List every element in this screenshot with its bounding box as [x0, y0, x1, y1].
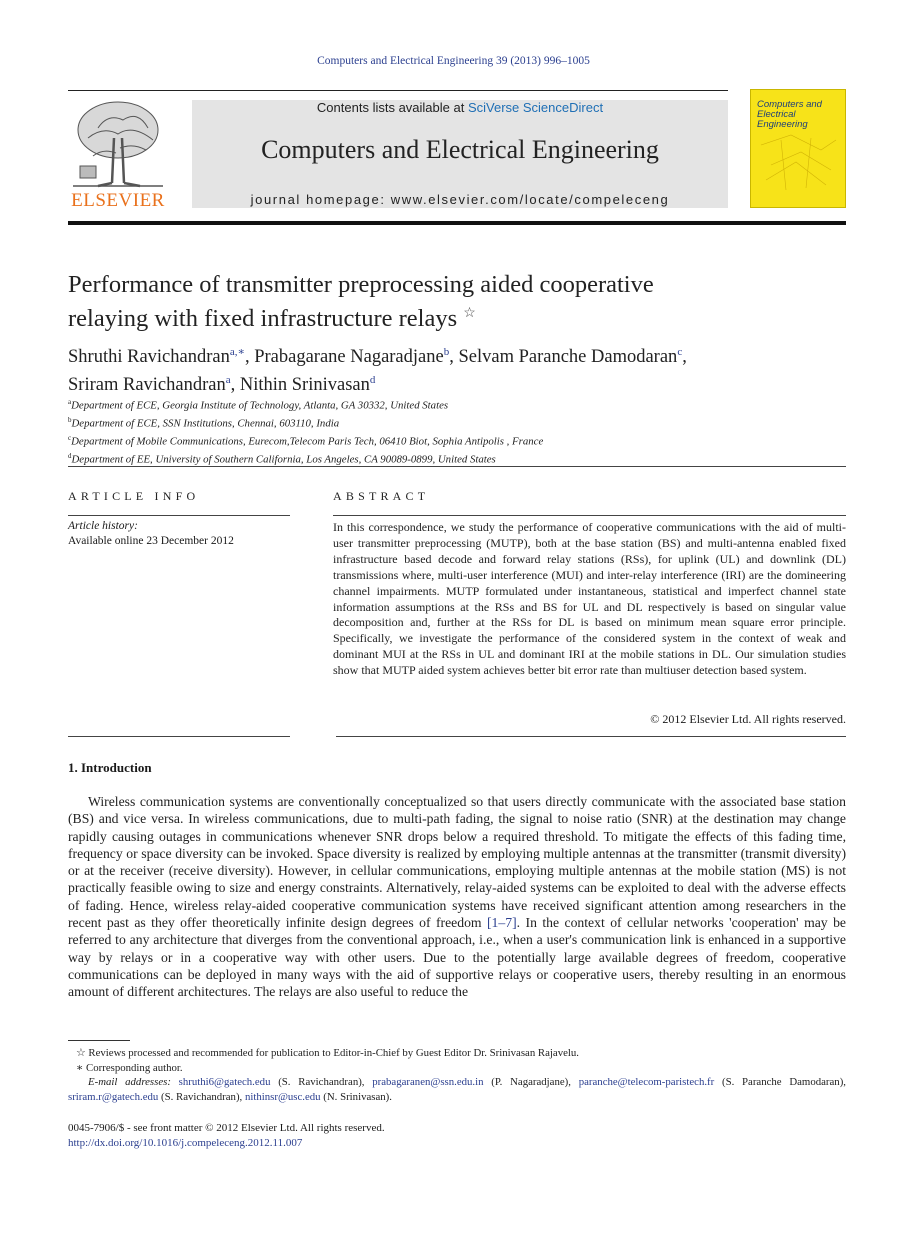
citation-link[interactable]: [1–7] [487, 915, 517, 931]
affiliation-key: c [68, 434, 72, 443]
affiliation-item [68, 395, 848, 413]
homepage-link[interactable]: www.elsevier.com/locate/compeleceng [390, 192, 670, 207]
affiliation-item [68, 431, 848, 449]
header-rule [68, 221, 846, 225]
header-top-rule [68, 90, 728, 91]
author-name: Shruthi Ravichandran [68, 347, 230, 368]
affiliation-text: Department of EE, University of Southern California, Los Angeles, CA 90089-0899, United States [71, 453, 496, 466]
abstract-rule-bottom [336, 736, 846, 737]
footnote-text: Reviews processed and recommended for publication to Editor-in-Chief by Guest Editor Dr. Srinivasan Rajavelu. [88, 1047, 580, 1059]
affiliation-text: Department of ECE, Georgia Institute of Technology, Atlanta, GA 30332, United States [71, 399, 449, 412]
title-footnote-mark[interactable]: ☆ [463, 306, 476, 321]
email-link[interactable]: prabagaranen@ssn.edu.in [372, 1076, 484, 1089]
affiliation-key: d [68, 452, 72, 461]
affiliations [68, 395, 848, 467]
affiliation-key: a [68, 398, 72, 406]
abstract-text: In this correspondence, we study the performance of cooperative communications with the aid of multi-user transmitter preprocessing (MUTP), both at the base station (BS) and multi-antenna enabled fixed infrastructure based decode and forward relay stations (RSs), for uplink (UL) and downlink (DL) transmissions where, multi-user interference (MUI) and inter-relay interference (IRI) are the domineering channel impairments. MUTP formulated under instantaneous, statistical and imperfect channel state information assumptions at the RSs and BS for UL and DL respectively is based on singular value decomposition and, further at the RSs for DL is based on minimum mean square error principle. Specifically, we investigate the performance of the considered system in the context of weak and dominant MUI at the RSs in UL and dominant IRI at the mobile stations in DL. Our simulation studies show that MUTP aided system achieves better bit error rate than multiuser detection based system. [333, 520, 846, 678]
footnote-rule [68, 1040, 130, 1041]
issn-line: 0045-7906/$ - see front matter © 2012 Elsevier Ltd. All rights reserved. [68, 1122, 385, 1134]
info-rule-bottom [68, 736, 290, 737]
footnotes [68, 1046, 846, 1104]
cover-title: Computers and Electrical Engineering [757, 99, 822, 130]
email-owner: (S. Ravichandran), [270, 1076, 373, 1089]
author-affil-mark[interactable]: c [677, 346, 683, 358]
email-link[interactable]: shruthi6@gatech.edu [178, 1076, 271, 1089]
footnote-mark: ∗ [76, 1061, 84, 1074]
author-affil-mark[interactable]: d [369, 373, 376, 386]
author-affil-mark[interactable]: a,∗ [229, 346, 245, 358]
contents-line [192, 100, 728, 115]
author-affil-mark[interactable]: a [225, 373, 231, 386]
article-title [68, 270, 828, 333]
sciencedirect-link[interactable]: SciVerse ScienceDirect [467, 100, 604, 115]
footnote-text: Corresponding author. [86, 1061, 183, 1074]
author-sep: , [682, 347, 687, 368]
footnote-mark: ☆ [76, 1047, 86, 1059]
email-owner: (N. Srinivasan). [320, 1090, 392, 1103]
affiliation-item [68, 449, 848, 467]
abstract-rule-top [333, 515, 846, 516]
author-sep: , [230, 374, 240, 395]
footnote-star [68, 1046, 846, 1061]
email-link[interactable]: nithinsr@usc.edu [244, 1090, 321, 1103]
journal-homepage [192, 192, 728, 207]
author-sep: , [244, 347, 255, 368]
affiliations-rule [68, 466, 846, 467]
section-heading-introduction: 1. Introduction [68, 760, 152, 775]
email-link[interactable]: sriram.r@gatech.edu [68, 1090, 159, 1103]
authors-line-2 [68, 369, 848, 397]
contents-prefix: Contents lists available at [316, 100, 468, 115]
email-owner: (S. Ravichandran), [158, 1090, 245, 1103]
homepage-label: journal homepage: [250, 192, 391, 207]
affiliation-text: Department of Mobile Communications, Eurecom,Telecom Paris Tech, 06410 Biot, Sophia Antipolis , France [71, 435, 544, 448]
abstract-heading: ABSTRACT [333, 489, 430, 503]
abstract-copyright: © 2012 Elsevier Ltd. All rights reserved. [650, 712, 846, 726]
email-link[interactable]: paranche@telecom-paristech.fr [578, 1076, 715, 1089]
intro-text: . In the context of cellular networks 'cooperation' may be referred to any architecture that diverges from the conventional approach, i.e., when a user's communication link is enhanced in a supportive way by relays or in a cooperative way with other users. Due to the potentially large available degrees of freedom, cooperative communications can be deployed in many ways with the aid of supportive relays or cooperative users, thereby resulting in an enormous amount of different architectures. The relays are also useful to reduce the [68, 915, 846, 1000]
history-value: Available online 23 December 2012 [68, 535, 234, 547]
author-sep: , [449, 347, 459, 368]
author-list [68, 341, 848, 396]
info-rule-top [68, 515, 290, 516]
footnote-corresponding [68, 1061, 846, 1076]
intro-text: Wireless communication systems are conventionally conceptualized so that users directly communicate with the associated base station (BS) and vice versa. In wireless communications, due to multi-path fading, the signal to noise ratio (SNR) at the destination may change rapidly causing outages in communications whenever SNR drops below a required threshold. To mitigate the effects of this fading time, frequency or space diversity can be invoked. Space diversity is realized by employing multiple antennas at the transmitter (transmit diversity) or at the receiver (receive diversity). However, in cellular communications, employing multiple antennas at the mobile station (MS) is not practically feasible owing to size and energy constraints. Alternatively, relay-aided systems can be exploited to deal with the adverse effects of fading. Hence, wireless relay-aided cooperative communication systems have received significant attention among researchers in the recent past as they offer theoretically infinite design degrees of freedom [68, 794, 846, 931]
doi-link[interactable]: http://dx.doi.org/10.1016/j.compeleceng.2012.11.007 [68, 1137, 303, 1149]
introduction-paragraph [68, 793, 846, 1001]
front-matter [68, 1121, 385, 1151]
title-line-2: relaying with fixed infrastructure relays [68, 305, 458, 333]
affiliation-key: b [68, 416, 72, 425]
authors-line-1 [68, 341, 848, 369]
author-affil-mark[interactable]: b [443, 346, 450, 358]
history-label: Article history: [68, 520, 138, 532]
author-name: Nithin Srinivasan [239, 374, 370, 395]
email-owner: (P. Nagaradjane), [483, 1076, 579, 1089]
article-info-heading: ARTICLE INFO [68, 489, 200, 503]
author-name: Sriram Ravichandran [68, 374, 226, 395]
email-owner: (S. Paranche Damodaran), [714, 1076, 847, 1089]
affiliation-item [68, 413, 848, 431]
author-name: Selvam Paranche Damodaran [458, 347, 678, 368]
affiliation-text: Department of ECE, SSN Institutions, Chennai, 603110, India [71, 417, 340, 430]
email-label: E-mail addresses: [88, 1076, 171, 1089]
author-name: Prabagarane Nagaradjane [254, 347, 444, 368]
footnote-emails [68, 1075, 846, 1104]
publisher-name: ELSEVIER [71, 190, 165, 211]
title-line-1: Performance of transmitter preprocessing aided cooperative [68, 271, 654, 298]
journal-title: Computers and Electrical Engineering [261, 135, 659, 164]
journal-citation: Computers and Electrical Engineering 39 (2013) 996–1005 [317, 55, 590, 67]
